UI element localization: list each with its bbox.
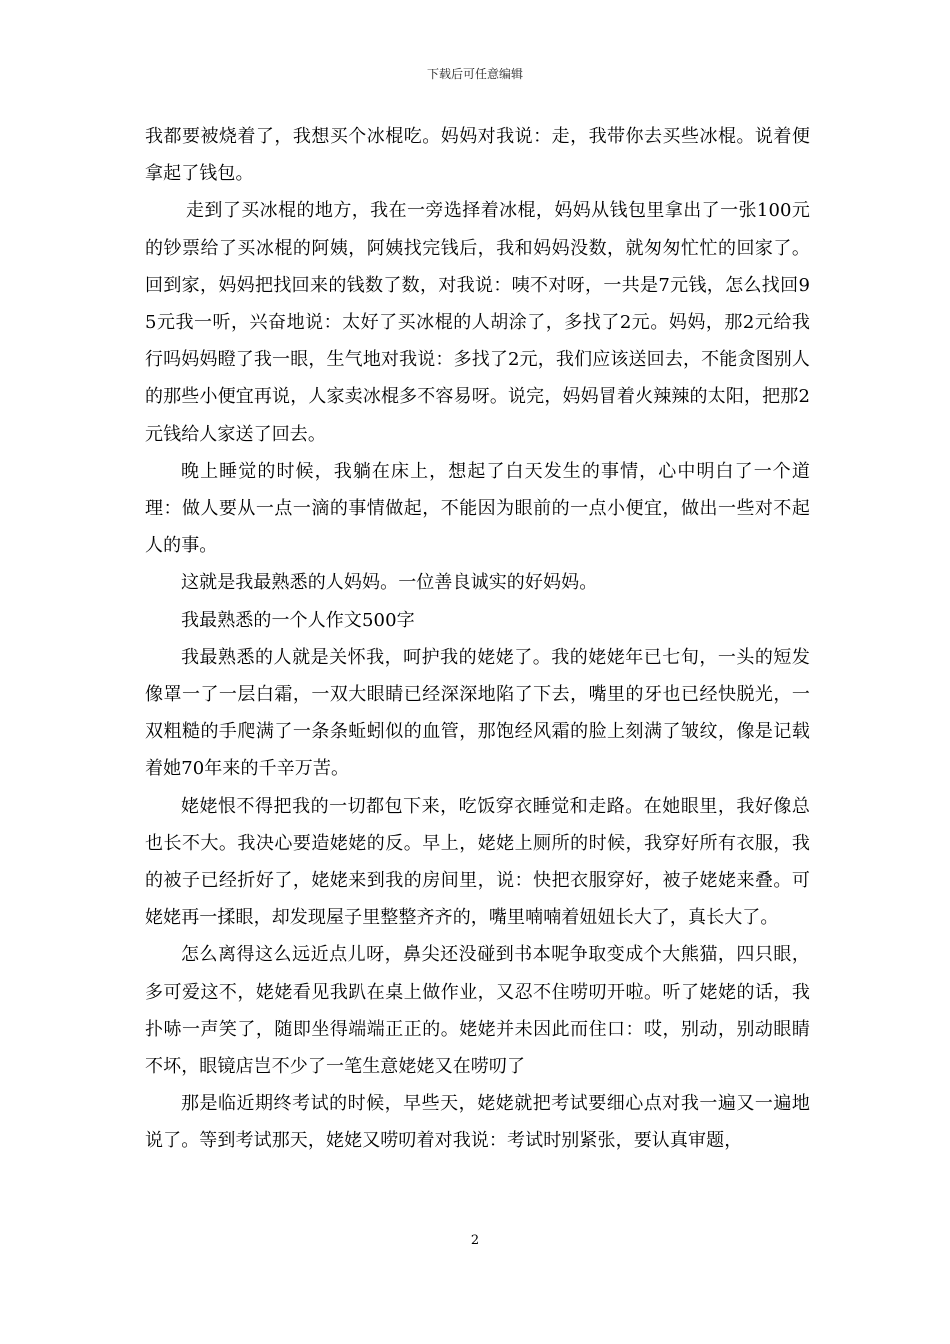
section-title: 我最熟悉的一个人作文500字 (181, 609, 415, 631)
paragraph: 这就是我最熟悉的人妈妈。一位善良诚实的好妈妈。 (181, 572, 598, 594)
page-header: 下载后可任意编辑 (426, 67, 523, 81)
document-body (145, 118, 810, 1160)
paragraph: 晚上睡觉的时候，我躺在床上，想起了白天发生的事情，心中明白了一个道理：做人要从一点一滴的事情做起，不能因为眼前的一点小便宜，做出一些对不起人的事。 (145, 460, 810, 557)
paragraph: 走到了买冰棍的地方，我在一旁选择着冰棍，妈妈从钱包里拿出了一张100元的钞票给了买冰棍的阿姨，阿姨找完钱后，我和妈妈没数，就匆匆忙忙的回家了。回到家，妈妈把找回来的钱数了数，对我说：咦不对呀，一共是7元钱，怎么找回95元我一听，兴奋地说：太好了买冰棍的人胡涂了，多找了2元。妈妈，那2元给我行吗妈妈瞪了我一眼，生气地对我说：多找了2元，我们应该送回去，不能贪图别人的那些小便宜再说，人家卖冰棍多不容易呀。说完，妈妈冒着火辣辣的太阳，把那2元钱给人家送了回去。 (145, 200, 810, 445)
paragraph: 那是临近期终考试的时候，早些天，姥姥就把考试要细心点对我一遍又一遍地说了。等到考试那天，姥姥又唠叨着对我说：考试时别紧张，要认真审题， (145, 1093, 810, 1152)
paragraph: 姥姥恨不得把我的一切都包下来，吃饭穿衣睡觉和走路。在她眼里，我好像总也长不大。我决心要造姥姥的反。早上，姥姥上厕所的时候，我穿好所有衣服，我的被子已经折好了，姥姥来到我的房间里，说：快把衣服穿好，被子姥姥来叠。可姥姥再一揉眼，却发现屋子里整整齐齐的，嘴里喃喃着妞妞长大了，真长大了。 (145, 795, 810, 929)
paragraph: 我都要被烧着了，我想买个冰棍吃。妈妈对我说：走，我带你去买些冰棍。说着便拿起了钱包。 (145, 126, 810, 185)
paragraph: 我最熟悉的人就是关怀我，呵护我的姥姥了。我的姥姥年已七旬，一头的短发像罩一了一层白霜，一双大眼睛已经深深地陷了下去，嘴里的牙也已经快脱光，一双粗糙的手爬满了一条条蚯蚓似的血管，那饱经风霜的脸上刻满了皱纹，像是记载着她70年来的千辛万苦。 (145, 646, 810, 780)
paragraph: 怎么离得这么远近点儿呀，鼻尖还没碰到书本呢争取变成个大熊猫，四只眼，多可爱这不，姥姥看见我趴在桌上做作业，又忍不住唠叨开啦。听了姥姥的话，我扑哧一声笑了，随即坐得端端正正的。姥姥并未因此而住口：哎，别动，别动眼睛不坏，眼镜店岂不少了一笔生意姥姥又在唠叨了 (145, 944, 810, 1078)
page-number: 2 (470, 1233, 480, 1248)
